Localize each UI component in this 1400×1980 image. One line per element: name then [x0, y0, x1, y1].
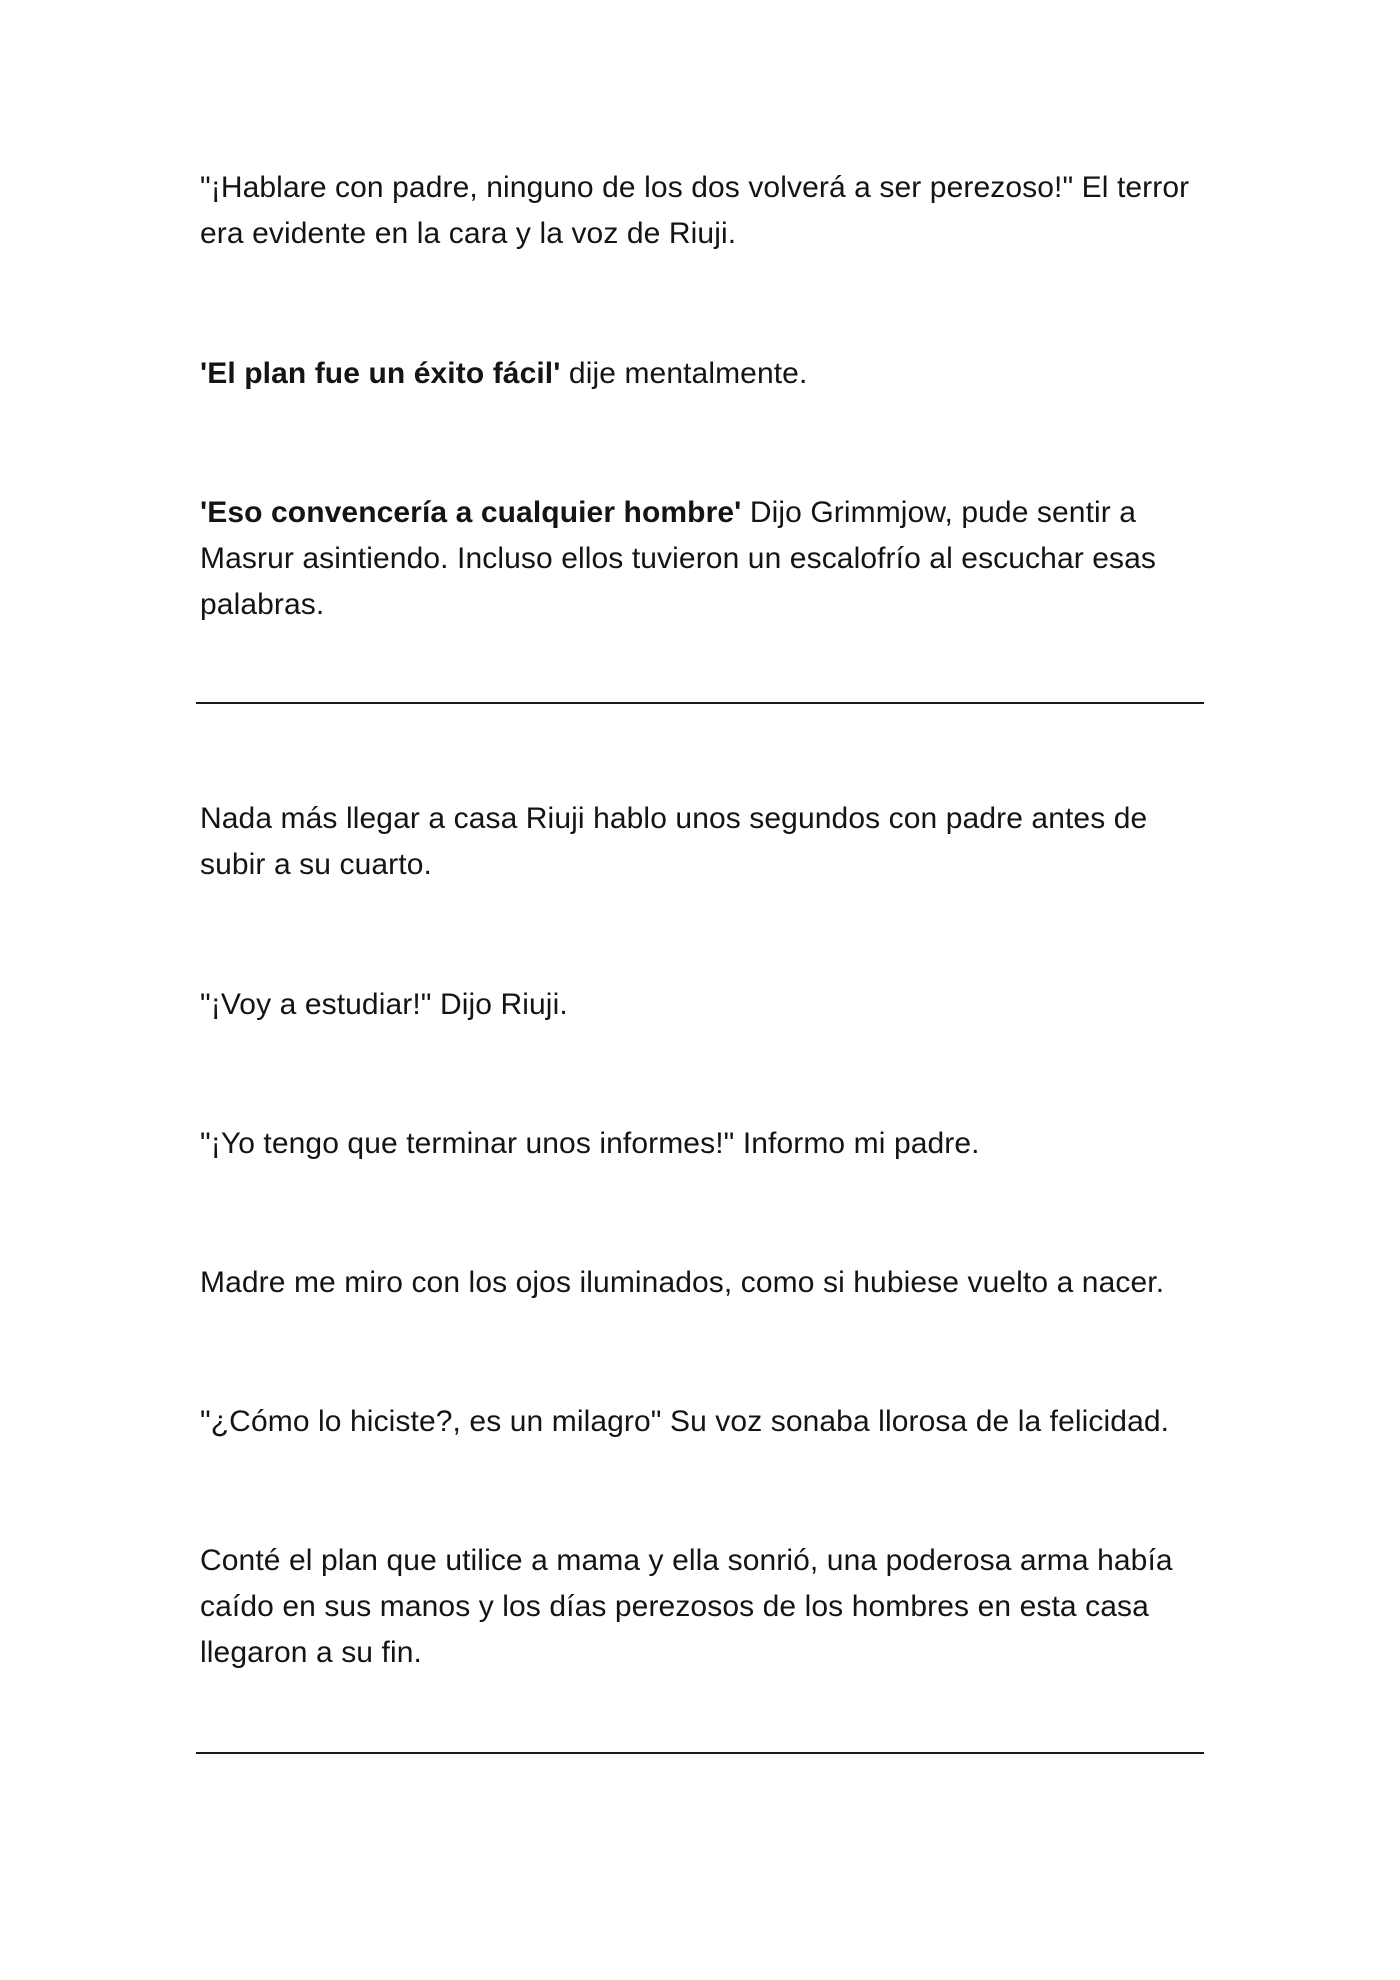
- paragraph-8: [200, 1399, 1210, 1445]
- paragraph-3-text: Dijo Grimmjow, pude sentir a Masrur asintiendo. Incluso ellos tuvieron un escalofrío al escuchar esas palabras.: [200, 496, 1157, 621]
- paragraph-3: [200, 490, 1210, 628]
- paragraph-1-text: "¡Hablare con padre, ninguno de los dos volverá a ser perezoso!" El terror era evidente en la cara y la voz de Riuji.: [200, 171, 1190, 250]
- paragraph-1: [200, 165, 1210, 257]
- paragraph-2: [200, 351, 1210, 397]
- paragraph-4: [200, 796, 1210, 888]
- paragraph-3-bold: 'Eso convencería a cualquier hombre': [200, 496, 742, 529]
- paragraph-2-bold: 'El plan fue un éxito fácil': [200, 357, 561, 390]
- paragraph-8-text: "¿Cómo lo hiciste?, es un milagro" Su voz sonaba llorosa de la felicidad.: [200, 1405, 1170, 1438]
- paragraph-7: [200, 1260, 1210, 1306]
- paragraph-5-text: "¡Voy a estudiar!" Dijo Riuji.: [200, 988, 568, 1021]
- paragraph-5: [200, 982, 1210, 1028]
- paragraph-9: [200, 1538, 1210, 1676]
- paragraph-6-text: "¡Yo tengo que terminar unos informes!" Informo mi padre.: [200, 1127, 980, 1160]
- section-divider-1: [196, 702, 1204, 704]
- paragraph-7-text: Madre me miro con los ojos iluminados, como si hubiese vuelto a nacer.: [200, 1266, 1165, 1299]
- paragraph-9-text: Conté el plan que utilice a mama y ella sonrió, una poderosa arma había caído en sus manos y los días perezosos de los hombres en esta casa llegaron a su fin.: [200, 1544, 1173, 1669]
- paragraph-2-text: dije mentalmente.: [560, 357, 808, 390]
- paragraph-6: [200, 1121, 1210, 1167]
- paragraph-4-text: Nada más llegar a casa Riuji hablo unos segundos con padre antes de subir a su cuarto.: [200, 802, 1148, 881]
- section-divider-2: [196, 1752, 1204, 1754]
